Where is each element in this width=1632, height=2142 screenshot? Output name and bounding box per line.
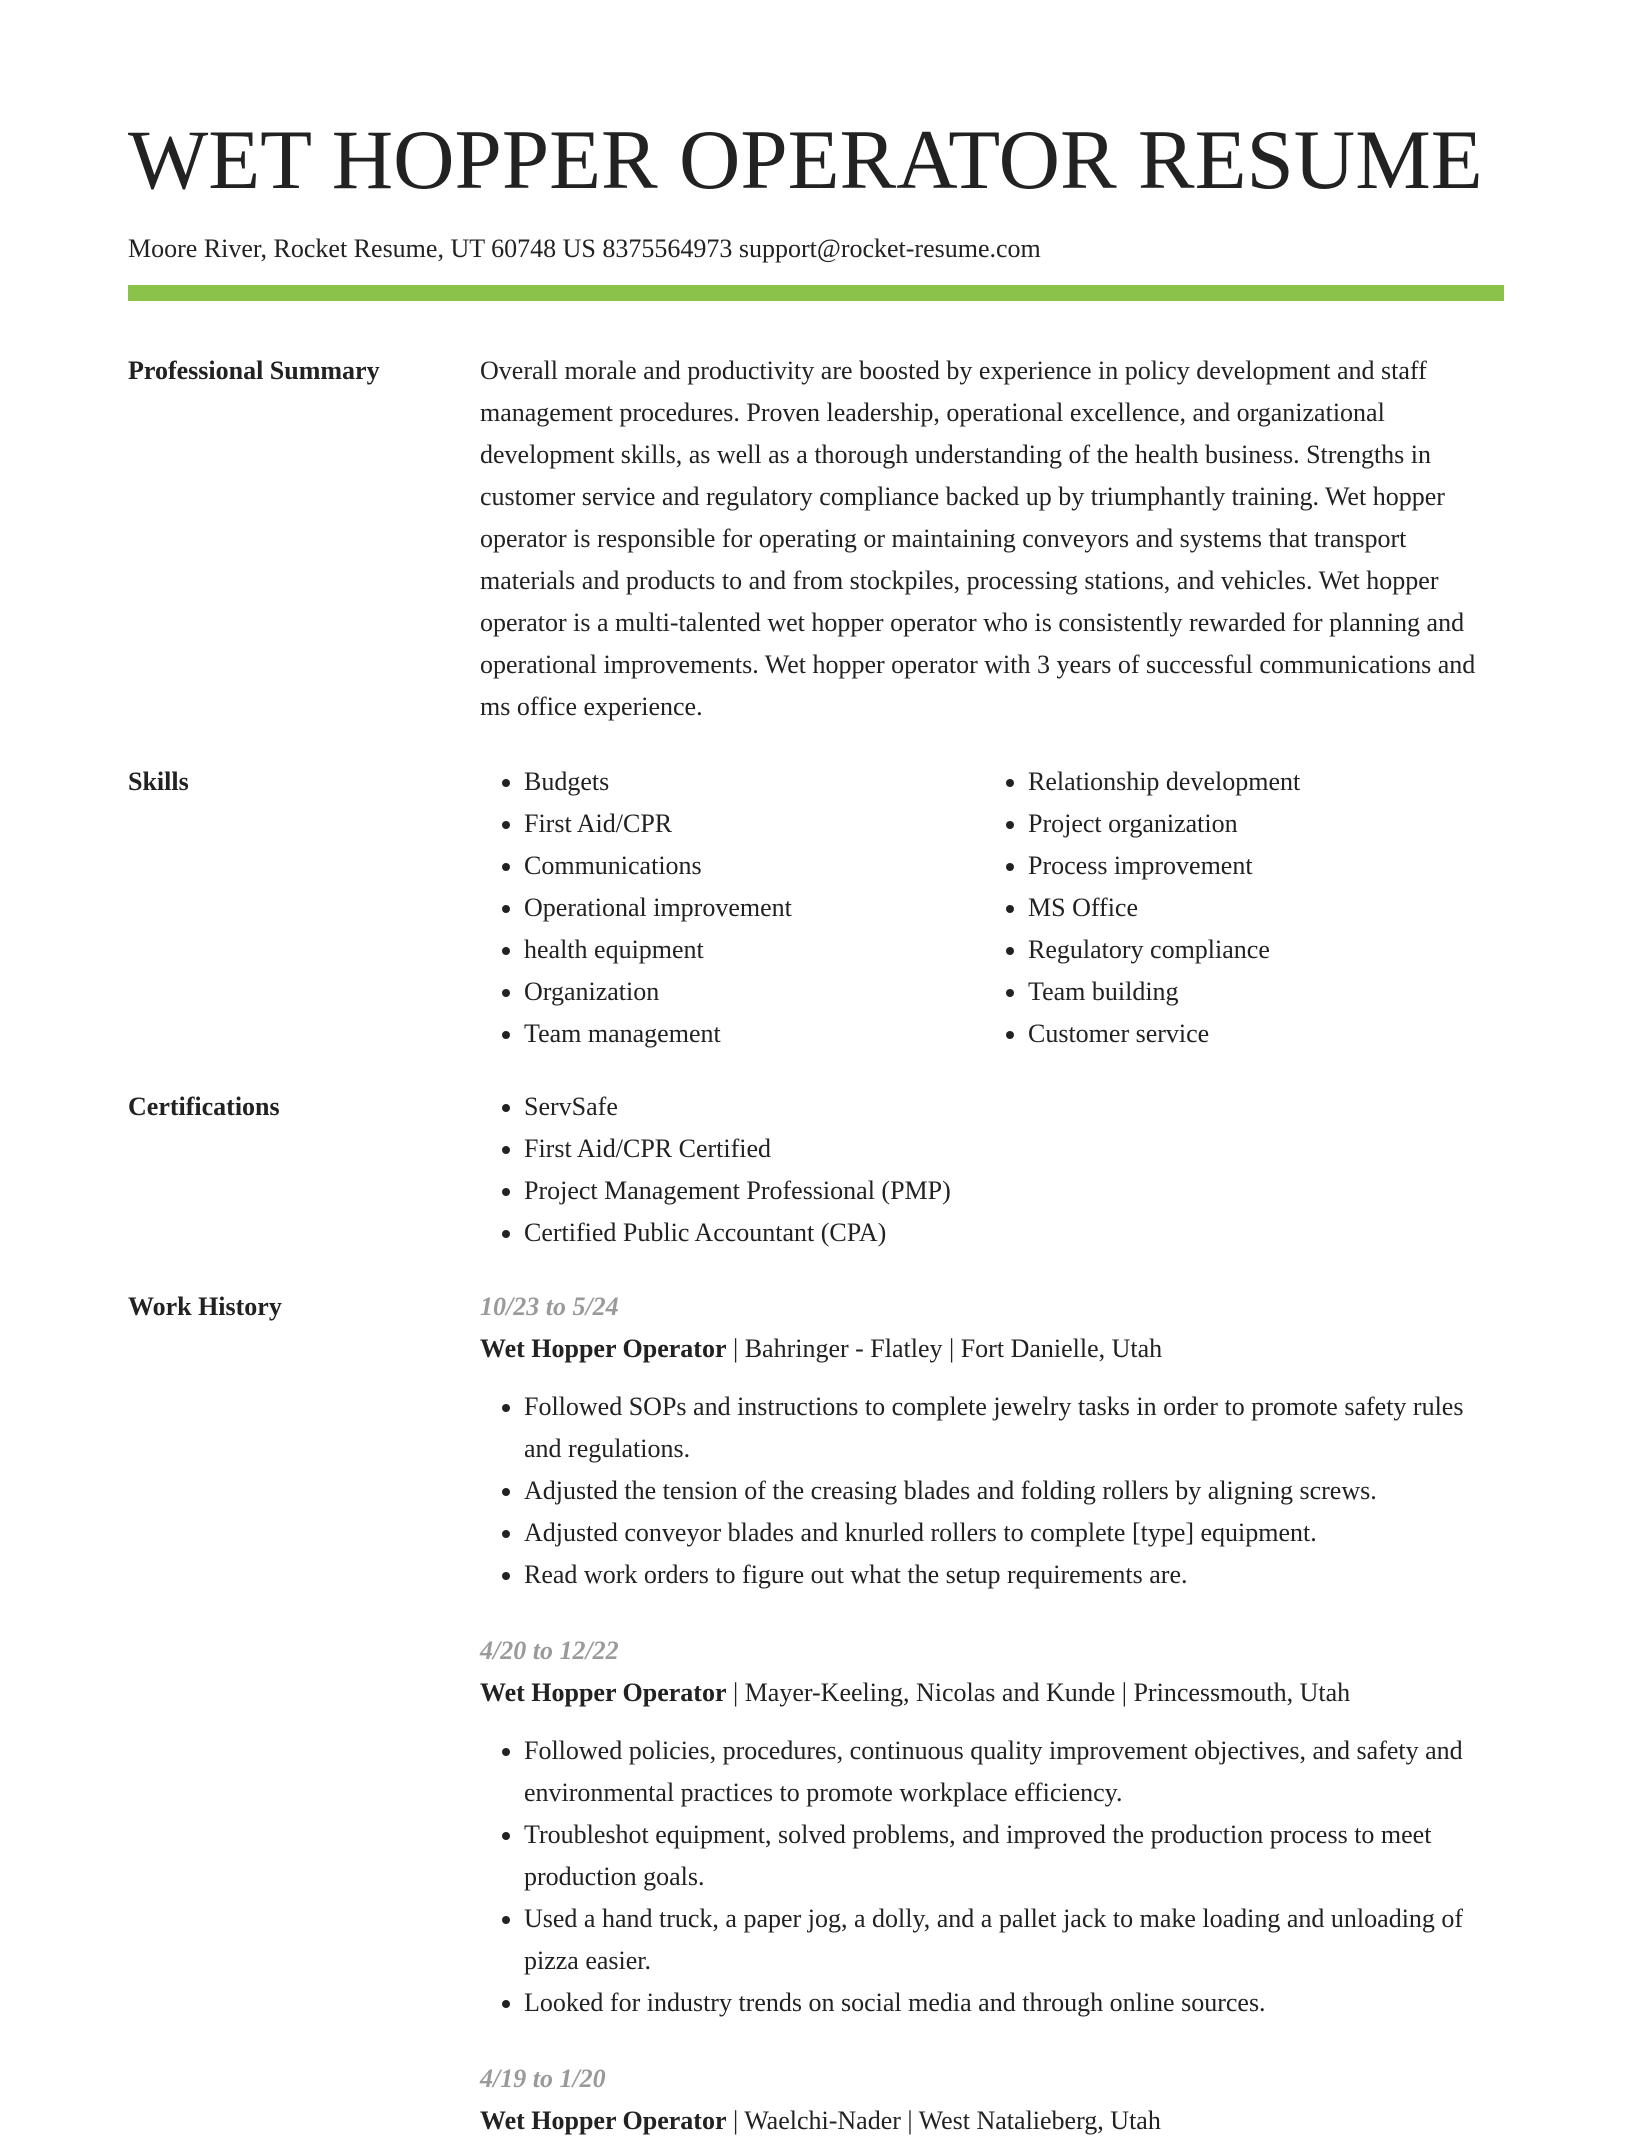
certification-item: • Project Management Professional (PMP) [524, 1170, 1504, 1212]
job-details: | Bahringer - Flatley | Fort Danielle, Utah [726, 1334, 1163, 1363]
skill-item: • Customer service [1028, 1013, 1488, 1055]
skill-item: • Budgets [524, 761, 984, 803]
accent-divider [128, 285, 1504, 301]
job-dates: 4/20 to 12/22 [480, 1636, 619, 1665]
job-bullet: • Troubleshot equipment, solved problems, and improved the production process to meet production goals. [524, 1814, 1504, 1898]
summary-label: Professional Summary [128, 356, 380, 385]
certifications-body [480, 1086, 1504, 1254]
job-entry [480, 1286, 1504, 1596]
resume-title: WET HOPPER OPERATOR RESUME [128, 113, 1483, 207]
skills-label: Skills [128, 767, 189, 796]
skill-item: • First Aid/CPR [524, 803, 984, 845]
skills-column-right [984, 761, 1488, 1055]
work-history-body [480, 1286, 1504, 2142]
skill-item: • Project organization [1028, 803, 1488, 845]
job-bullet: • Used a hand truck, a paper jog, a dolly, and a pallet jack to make loading and unloading of pizza easier. [524, 1898, 1504, 1982]
job-bullets [480, 1386, 1504, 1596]
job-bullet: • Adjusted conveyor blades and knurled rollers to complete [type] equipment. [524, 1512, 1504, 1554]
skill-item: • Team building [1028, 971, 1488, 1013]
job-bullet: • Followed policies, procedures, continuous quality improvement objectives, and safety and environmental practices to promote workplace efficiency. [524, 1730, 1504, 1814]
job-bullet: • Looked for industry trends on social media and through online sources. [524, 1982, 1504, 2024]
skill-item: • Relationship development [1028, 761, 1488, 803]
job-bullet: • Read work orders to figure out what the setup requirements are. [524, 1554, 1504, 1596]
job-entry [480, 2058, 1504, 2142]
job-title: Wet Hopper Operator [480, 1334, 727, 1363]
summary-text: Overall morale and productivity are boosted by experience in policy development and staff management procedures. Proven leadership, operational excellence, and organizational development skills, as well as a thorough understanding of the health business. Strengths in customer service and regulatory compliance backed up by triumphantly training. Wet hopper operator is responsible for operating or maintaining conveyors and systems that transport materials and products to and from stockpiles, processing stations, and vehicles. Wet hopper operator is a multi-talented wet hopper operator who is consistently rewarded for planning and operational improvements. Wet hopper operator with 3 years of successful communications and ms office experience. [480, 356, 1476, 721]
contact-line: Moore River, Rocket Resume, UT 60748 US 8375564973 support@rocket-resume.com [128, 234, 1041, 263]
certifications-list [480, 1086, 1504, 1254]
skill-item: • Team management [524, 1013, 984, 1055]
certification-item: • Certified Public Accountant (CPA) [524, 1212, 1504, 1254]
job-heading [480, 1672, 1504, 1714]
skills-list-right [984, 761, 1488, 1055]
job-title: Wet Hopper Operator [480, 2106, 727, 2135]
job-dates: 10/23 to 5/24 [480, 1292, 619, 1321]
job-heading [480, 2100, 1504, 2142]
job-dates: 4/19 to 1/20 [480, 2064, 606, 2093]
job-heading [480, 1328, 1504, 1370]
job-bullet: • Adjusted the tension of the creasing blades and folding rollers by aligning screws. [524, 1470, 1504, 1512]
certifications-label: Certifications [128, 1092, 280, 1121]
skills-body [480, 761, 1504, 1055]
skill-item: • Communications [524, 845, 984, 887]
skill-item: • Process improvement [1028, 845, 1488, 887]
summary-body [480, 350, 1504, 728]
job-title: Wet Hopper Operator [480, 1678, 727, 1707]
skill-item: • Organization [524, 971, 984, 1013]
work-history-label: Work History [128, 1292, 282, 1321]
job-details: | Mayer-Keeling, Nicolas and Kunde | Princessmouth, Utah [726, 1678, 1351, 1707]
certification-item: • First Aid/CPR Certified [524, 1128, 1504, 1170]
certification-item: • ServSafe [524, 1086, 1504, 1128]
job-details: | Waelchi-Nader | West Natalieberg, Utah [726, 2106, 1161, 2135]
job-bullet: • Followed SOPs and instructions to complete jewelry tasks in order to promote safety rules and regulations. [524, 1386, 1504, 1470]
skill-item: • Regulatory compliance [1028, 929, 1488, 971]
job-bullets [480, 1730, 1504, 2024]
skills-list-left [480, 761, 984, 1055]
skill-item: • health equipment [524, 929, 984, 971]
job-entry [480, 1630, 1504, 2024]
skill-item: • Operational improvement [524, 887, 984, 929]
skills-column-left [480, 761, 984, 1055]
skill-item: • MS Office [1028, 887, 1488, 929]
